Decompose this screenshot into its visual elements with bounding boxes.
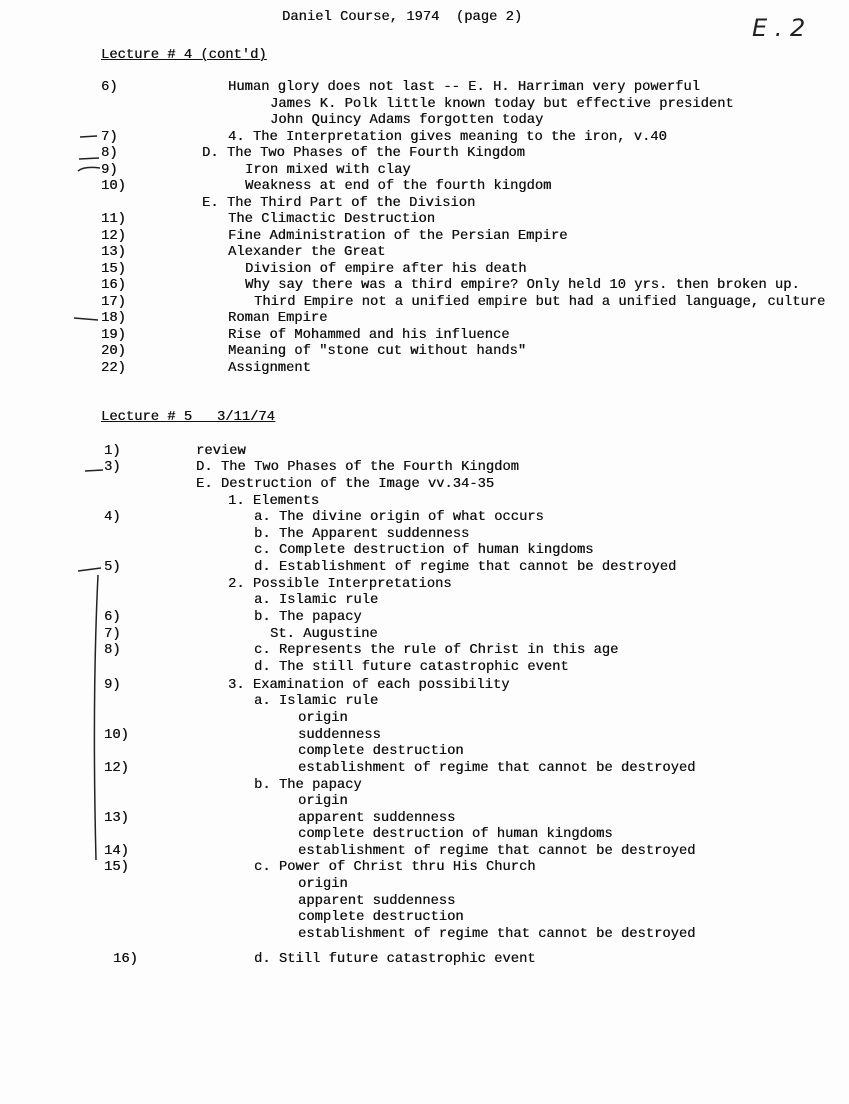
margin-dash-3: [85, 470, 103, 471]
outline-line: b. The Apparent suddenness: [254, 527, 470, 542]
item-number: 8): [104, 643, 121, 658]
item-number: 12): [101, 229, 126, 244]
margin-bracket-line: [94, 575, 98, 860]
outline-line: a. Islamic rule: [254, 694, 379, 709]
outline-line: b. The papacy: [254, 778, 362, 793]
outline-line: St. Augustine: [270, 627, 378, 642]
page-title: Daniel Course, 1974 (page 2): [282, 10, 523, 25]
outline-line: E. The Third Part of the Division: [202, 196, 476, 211]
item-number: 10): [104, 728, 129, 743]
item-number: 7): [101, 130, 118, 145]
margin-dash-18: [74, 318, 98, 320]
item-number: 1): [104, 444, 121, 459]
item-number: 15): [101, 262, 126, 277]
item-number: 6): [101, 80, 118, 95]
outline-line: D. The Two Phases of the Fourth Kingdom: [202, 146, 525, 161]
outline-line: Iron mixed with clay: [245, 163, 411, 178]
outline-line: Assignment: [228, 361, 311, 376]
outline-line: d. Establishment of regime that cannot be destroyed: [254, 560, 677, 575]
outline-line: b. The papacy: [254, 610, 362, 625]
outline-line: 2. Possible Interpretations: [228, 577, 452, 592]
margin-dash-7: [80, 136, 97, 137]
item-number: 7): [104, 627, 121, 642]
lecture-4-heading: Lecture # 4 (cont'd): [101, 48, 267, 63]
outline-line: apparent suddenness: [298, 811, 456, 826]
item-number: 20): [101, 344, 126, 359]
outline-line: Division of empire after his death: [245, 262, 527, 277]
outline-line: James K. Polk little known today but effective president: [270, 97, 734, 112]
item-number: 9): [101, 163, 118, 178]
outline-line: establishment of regime that cannot be destroyed: [298, 927, 696, 942]
outline-line: a. The divine origin of what occurs: [254, 510, 544, 525]
item-number: 8): [101, 146, 118, 161]
outline-line: Third Empire not a unified empire but had a unified language, culture: [254, 295, 826, 310]
item-number: 13): [104, 811, 129, 826]
outline-line: origin: [298, 877, 348, 892]
item-number: 14): [104, 844, 129, 859]
outline-line: 4. The Interpretation gives meaning to the iron, v.40: [228, 130, 667, 145]
outline-line: Weakness at end of the fourth kingdom: [245, 179, 552, 194]
item-number: 18): [101, 311, 126, 326]
item-number: 10): [101, 179, 126, 194]
outline-line: apparent suddenness: [298, 894, 456, 909]
outline-line: c. Complete destruction of human kingdoms: [254, 543, 594, 558]
outline-line: Rise of Mohammed and his influence: [228, 328, 510, 343]
outline-line: establishment of regime that cannot be destroyed: [298, 761, 696, 776]
item-number: 9): [104, 678, 121, 693]
item-number: 12): [104, 761, 129, 776]
item-number: 13): [101, 245, 126, 260]
outline-line: John Quincy Adams forgotten today: [270, 113, 544, 128]
outline-line: Roman Empire: [228, 311, 328, 326]
outline-line: c. Represents the rule of Christ in this age: [254, 643, 619, 658]
outline-line: c. Power of Christ thru His Church: [254, 860, 536, 875]
item-number: 19): [101, 328, 126, 343]
item-number: 16): [101, 278, 126, 293]
outline-line: suddenness: [298, 728, 381, 743]
outline-line: E. Destruction of the Image vv.34-35: [196, 477, 495, 492]
outline-line: Why say there was a third empire? Only held 10 yrs. then broken up.: [245, 278, 800, 293]
item-number: 5): [104, 560, 121, 575]
outline-line: complete destruction: [298, 744, 464, 759]
margin-dash-5: [78, 568, 101, 571]
outline-line: d. Still future catastrophic event: [254, 952, 536, 967]
lecture-5-heading: Lecture # 5 3/11/74: [101, 410, 275, 425]
outline-line: The Climactic Destruction: [228, 212, 435, 227]
handwritten-page-code: E . 2: [752, 14, 806, 42]
item-number: 15): [104, 860, 129, 875]
item-number: 3): [104, 460, 121, 475]
outline-line: d. The still future catastrophic event: [254, 660, 569, 675]
item-number: 6): [104, 610, 121, 625]
outline-line: establishment of regime that cannot be destroyed: [298, 844, 696, 859]
outline-line: Meaning of "stone cut without hands": [228, 344, 527, 359]
item-number: 4): [104, 510, 121, 525]
margin-dash-8: [79, 158, 99, 159]
item-number: 16): [113, 952, 138, 967]
margin-arrow-9: [78, 167, 100, 171]
outline-line: Fine Administration of the Persian Empire: [228, 229, 568, 244]
item-number: 11): [101, 212, 126, 227]
outline-line: Alexander the Great: [228, 245, 386, 260]
outline-line: D. The Two Phases of the Fourth Kingdom: [196, 460, 519, 475]
item-number: 22): [101, 361, 126, 376]
outline-line: review: [196, 444, 246, 459]
outline-line: 3. Examination of each possibility: [228, 678, 510, 693]
outline-line: 1. Elements: [228, 494, 320, 509]
outline-line: origin: [298, 794, 348, 809]
outline-line: origin: [298, 711, 348, 726]
outline-line: Human glory does not last -- E. H. Harriman very powerful: [228, 80, 700, 95]
item-number: 17): [101, 295, 126, 310]
outline-line: complete destruction of human kingdoms: [298, 827, 613, 842]
outline-line: complete destruction: [298, 910, 464, 925]
outline-line: a. Islamic rule: [254, 593, 379, 608]
